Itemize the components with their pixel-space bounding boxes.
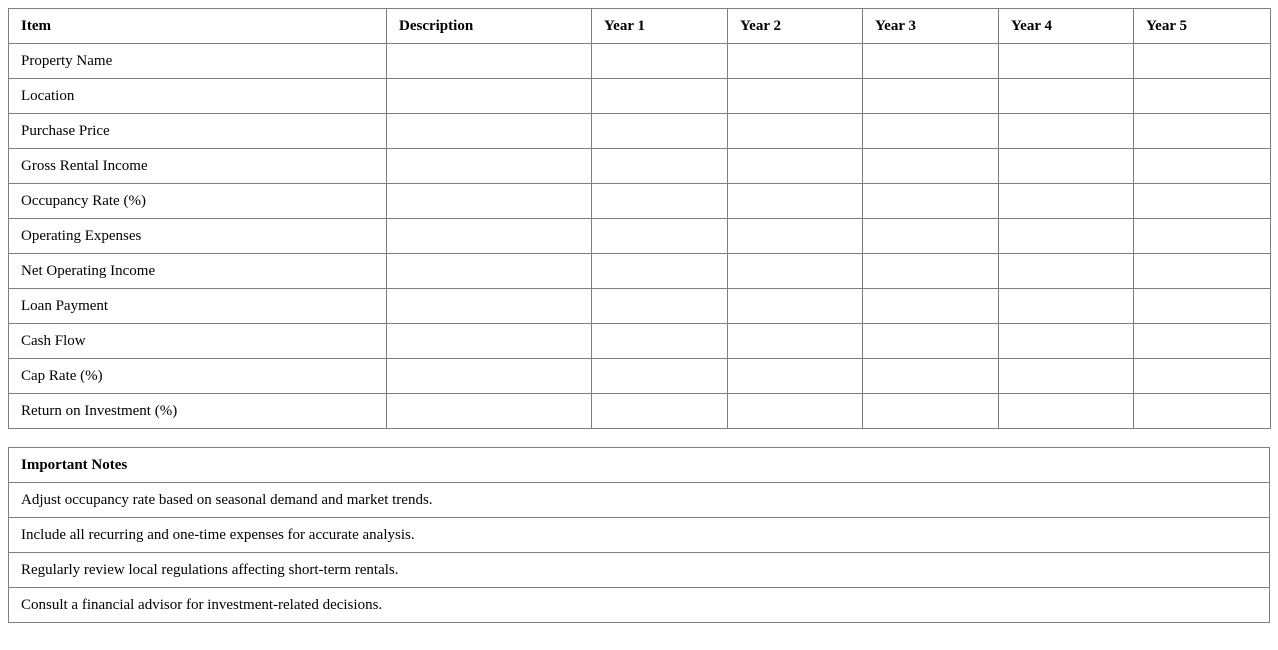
table-row (9, 219, 1271, 254)
data-cell (387, 114, 592, 149)
row-label-cell: Location (9, 79, 387, 114)
data-cell (728, 44, 863, 79)
row-label-cell: Property Name (9, 44, 387, 79)
data-cell (999, 289, 1134, 324)
data-cell (728, 149, 863, 184)
table-row (9, 289, 1271, 324)
data-cell (1134, 149, 1271, 184)
data-cell (592, 149, 728, 184)
row-label-cell: Loan Payment (9, 289, 387, 324)
row-label-cell: Net Operating Income (9, 254, 387, 289)
data-cell (387, 149, 592, 184)
data-cell (387, 79, 592, 114)
data-cell (1134, 44, 1271, 79)
data-cell (863, 359, 999, 394)
data-cell (387, 184, 592, 219)
data-cell (1134, 254, 1271, 289)
note-text: Adjust occupancy rate based on seasonal demand and market trends. (9, 483, 1270, 518)
data-cell (863, 184, 999, 219)
data-cell (592, 289, 728, 324)
table-row (9, 394, 1271, 429)
data-cell (999, 359, 1134, 394)
data-cell (1134, 359, 1271, 394)
data-cell (863, 324, 999, 359)
data-cell (999, 44, 1134, 79)
data-cell (999, 394, 1134, 429)
row-label-cell: Operating Expenses (9, 219, 387, 254)
data-cell (863, 79, 999, 114)
data-cell (863, 289, 999, 324)
data-cell (592, 184, 728, 219)
data-cell (999, 324, 1134, 359)
table-row (9, 114, 1271, 149)
data-cell (1134, 114, 1271, 149)
row-label-cell: Purchase Price (9, 114, 387, 149)
table-row (9, 149, 1271, 184)
data-cell (387, 44, 592, 79)
data-cell (592, 44, 728, 79)
table-row (9, 359, 1271, 394)
column-header-description: Description (387, 9, 592, 44)
data-cell (863, 149, 999, 184)
data-cell (592, 254, 728, 289)
data-cell (863, 44, 999, 79)
column-header-year-3: Year 3 (863, 9, 999, 44)
investment-analysis-table (8, 8, 1271, 429)
data-cell (387, 394, 592, 429)
data-cell (387, 289, 592, 324)
row-label-cell: Cash Flow (9, 324, 387, 359)
data-cell (728, 79, 863, 114)
table-row (9, 44, 1271, 79)
data-cell (728, 324, 863, 359)
data-cell (728, 219, 863, 254)
column-header-year-1: Year 1 (592, 9, 728, 44)
column-header-year-5: Year 5 (1134, 9, 1271, 44)
data-cell (387, 254, 592, 289)
data-cell (387, 359, 592, 394)
important-notes-table (8, 447, 1270, 623)
data-cell (1134, 324, 1271, 359)
note-row (9, 553, 1270, 588)
table-row (9, 79, 1271, 114)
data-cell (592, 324, 728, 359)
data-cell (1134, 184, 1271, 219)
data-cell (592, 114, 728, 149)
data-cell (592, 79, 728, 114)
data-cell (728, 184, 863, 219)
note-row (9, 483, 1270, 518)
column-header-year-4: Year 4 (999, 9, 1134, 44)
data-cell (387, 219, 592, 254)
data-cell (999, 254, 1134, 289)
data-cell (1134, 79, 1271, 114)
data-cell (728, 394, 863, 429)
data-cell (999, 79, 1134, 114)
data-cell (863, 394, 999, 429)
data-cell (1134, 394, 1271, 429)
data-cell (863, 254, 999, 289)
data-cell (728, 289, 863, 324)
column-header-item: Item (9, 9, 387, 44)
data-cell (592, 219, 728, 254)
data-cell (999, 149, 1134, 184)
table-row (9, 324, 1271, 359)
table-row (9, 254, 1271, 289)
data-cell (1134, 289, 1271, 324)
data-cell (592, 359, 728, 394)
data-cell (999, 114, 1134, 149)
row-label-cell: Occupancy Rate (%) (9, 184, 387, 219)
data-cell (728, 114, 863, 149)
data-cell (728, 359, 863, 394)
note-text: Consult a financial advisor for investment-related decisions. (9, 588, 1270, 623)
notes-title: Important Notes (9, 448, 1270, 483)
row-label-cell: Cap Rate (%) (9, 359, 387, 394)
data-cell (863, 114, 999, 149)
data-cell (387, 324, 592, 359)
data-cell (999, 184, 1134, 219)
row-label-cell: Return on Investment (%) (9, 394, 387, 429)
note-text: Regularly review local regulations affecting short-term rentals. (9, 553, 1270, 588)
table-row (9, 184, 1271, 219)
note-text: Include all recurring and one-time expenses for accurate analysis. (9, 518, 1270, 553)
data-cell (999, 219, 1134, 254)
data-cell (1134, 219, 1271, 254)
row-label-cell: Gross Rental Income (9, 149, 387, 184)
header-row (9, 9, 1271, 44)
data-cell (592, 394, 728, 429)
data-cell (863, 219, 999, 254)
note-row (9, 588, 1270, 623)
data-cell (728, 254, 863, 289)
note-row (9, 518, 1270, 553)
column-header-year-2: Year 2 (728, 9, 863, 44)
notes-header-row (9, 448, 1270, 483)
